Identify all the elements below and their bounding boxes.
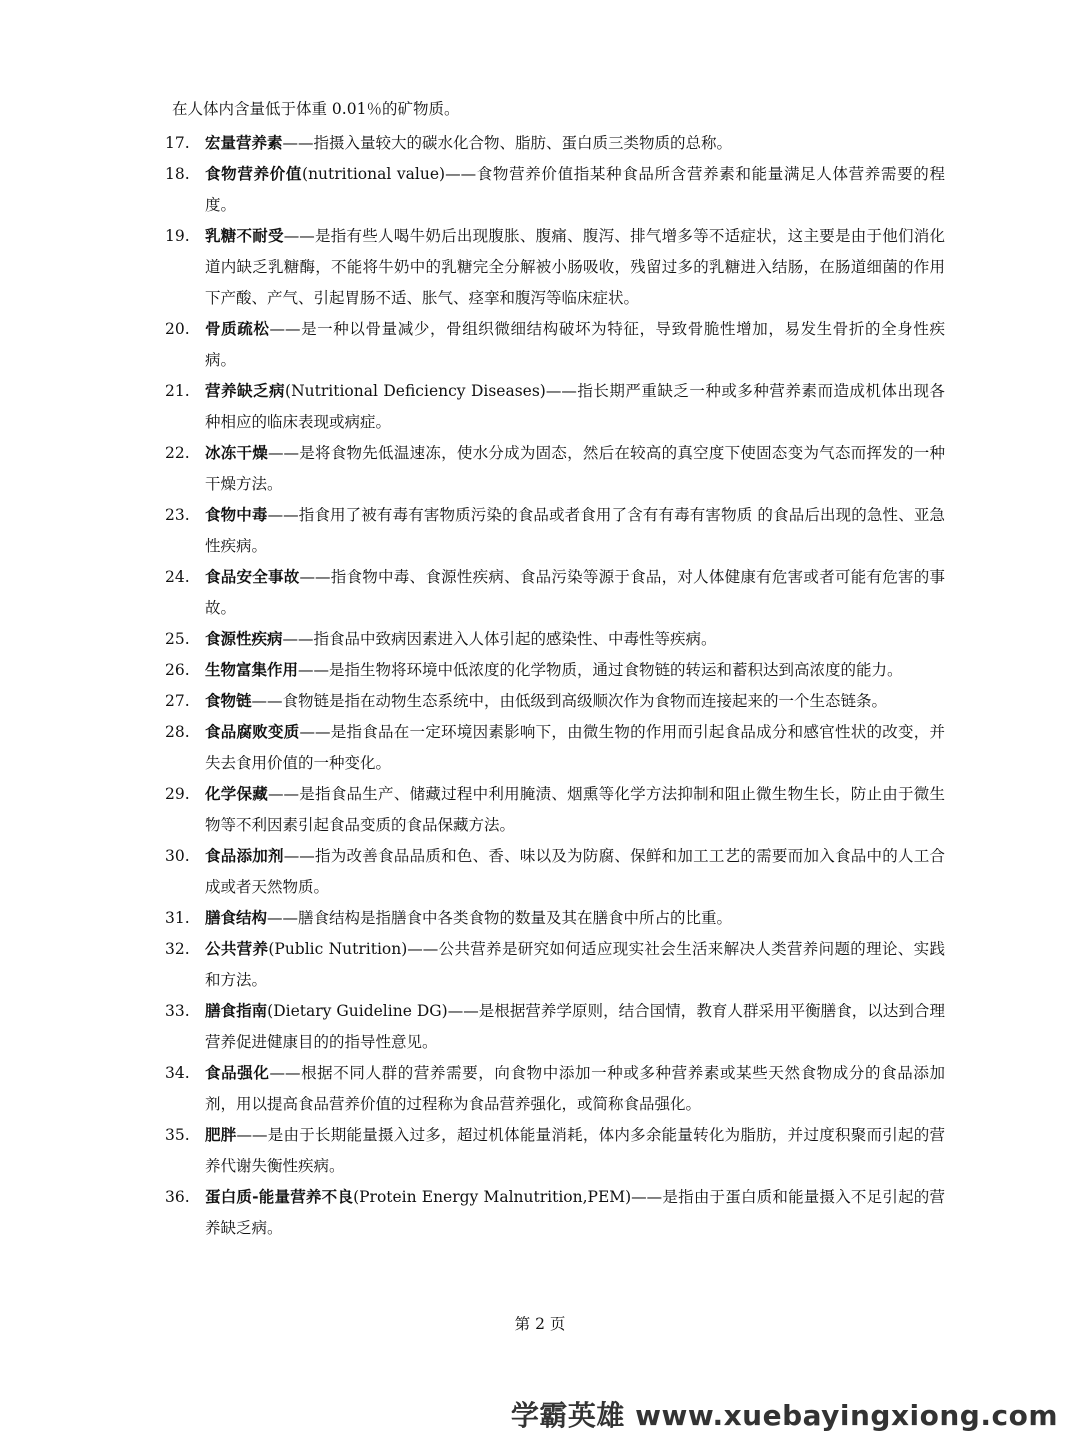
item-number: 36. (165, 1188, 190, 1206)
item-number: 34. (165, 1064, 190, 1082)
item-term: 食品腐败变质 (205, 723, 300, 741)
list-item (165, 1182, 945, 1244)
item-term: 食品安全事故 (205, 568, 300, 586)
item-definition: ——是指食品生产、储藏过程中利用腌渍、烟熏等化学方法抑制和阻止微生物生长，防止由于微生物等不利因素引起食品变质的食品保藏方法。 (205, 785, 945, 834)
item-definition: (Protein Energy Malnutrition,PEM)——是指由于蛋白质和能量摄入不足引起的营养缺乏病。 (205, 1188, 945, 1237)
list-item (165, 500, 945, 562)
item-definition: ——膳食结构是指膳食中各类食物的数量及其在膳食中所占的比重。 (267, 909, 733, 927)
item-definition: ——指摄入量较大的碳水化合物、脂肪、蛋白质三类物质的总称。 (282, 134, 733, 152)
item-term: 乳糖不耐受 (205, 227, 284, 245)
item-body (205, 438, 945, 500)
item-number: 25. (165, 630, 190, 648)
item-number: 30. (165, 847, 190, 865)
item-definition: ——是由于长期能量摄入过多，超过机体能量消耗，体内多余能量转化为脂肪，并过度积聚而引起的营养代谢失衡性疾病。 (205, 1126, 945, 1175)
item-body (205, 314, 945, 376)
item-term: 肥胖 (205, 1126, 237, 1144)
list-item (165, 624, 945, 655)
list-item (165, 934, 945, 996)
item-body (205, 996, 945, 1058)
item-definition: ——是指食品在一定环境因素影响下，由微生物的作用而引起食品成分和感官性状的改变，并失去食用价值的一种变化。 (205, 723, 945, 772)
item-number: 17. (165, 134, 190, 152)
item-term: 蛋白质-能量营养不良 (205, 1188, 354, 1206)
list-item (165, 779, 945, 841)
item-body (205, 1120, 945, 1182)
item-body (205, 655, 945, 686)
item-body (205, 717, 945, 779)
item-term: 食物营养价值 (205, 165, 303, 183)
list-item (165, 903, 945, 934)
item-body (205, 1182, 945, 1244)
glossary-list (165, 128, 945, 1244)
item-definition: ——食物链是指在动物生态系统中，由低级到高级顺次作为食物而连接起来的一个生态链条。 (251, 692, 888, 710)
item-body (205, 779, 945, 841)
item-term: 食品添加剂 (205, 847, 284, 865)
item-body (205, 221, 945, 314)
item-definition: ——是一种以骨量减少，骨组织微细结构破坏为特征，导致骨脆性增加，易发生骨折的全身性疾病。 (205, 320, 945, 369)
item-number: 24. (165, 568, 190, 586)
page-footer: 第 2 页 (514, 1315, 566, 1333)
list-item (165, 314, 945, 376)
list-item (165, 686, 945, 717)
item-definition: ——是指有些人喝牛奶后出现腹胀、腹痛、腹泻、排气增多等不适症状，这主要是由于他们消化道内缺乏乳糖酶，不能将牛奶中的乳糖完全分解被小肠吸收，残留过多的乳糖进入结肠，在肠道细菌的作用下产酸、产气、引起胃肠不适、胀气、痉挛和腹泻等临床症状。 (205, 227, 945, 307)
item-definition: (nutritional value)——食物营养价值指某种食品所含营养素和能量满足人体营养需要的程度。 (205, 165, 945, 214)
list-item (165, 1120, 945, 1182)
item-number: 33. (165, 1002, 190, 1020)
item-body (205, 159, 945, 221)
list-item (165, 655, 945, 686)
list-item (165, 562, 945, 624)
list-item (165, 996, 945, 1058)
item-number: 19. (165, 227, 190, 245)
item-definition: ——指食用了被有毒有害物质污染的食品或者食用了含有有毒有害物质 的食品后出现的急性、亚急性疾病。 (205, 506, 945, 555)
item-body (205, 128, 945, 159)
list-item (165, 1058, 945, 1120)
item-definition: (Nutritional Deficiency Diseases)——指长期严重缺乏一种或多种营养素而造成机体出现各种相应的临床表现或病症。 (205, 382, 945, 431)
item-number: 28. (165, 723, 190, 741)
watermark: 学霸英雄 www.xuebayingxiong.com (510, 1399, 1058, 1432)
item-number: 22. (165, 444, 190, 462)
item-body (205, 934, 945, 996)
intro-line: 在人体内含量低于体重 0.01％的矿物质。 (172, 100, 460, 118)
list-item (165, 438, 945, 500)
item-definition: ——指食物中毒、食源性疾病、食品污染等源于食品，对人体健康有危害或者可能有危害的事故。 (205, 568, 945, 617)
list-item (165, 841, 945, 903)
list-item (165, 376, 945, 438)
item-term: 食源性疾病 (205, 630, 283, 648)
list-item (165, 159, 945, 221)
item-term: 公共营养 (205, 940, 269, 958)
item-body (205, 903, 945, 934)
item-term: 骨质疏松 (205, 320, 270, 338)
item-term: 冰冻干燥 (205, 444, 269, 462)
item-term: 营养缺乏病 (205, 382, 286, 400)
item-term: 膳食指南 (205, 1002, 268, 1020)
item-number: 29. (165, 785, 190, 803)
item-definition: ——是指生物将环境中低浓度的化学物质，通过食物链的转运和蓄积达到高浓度的能力。 (298, 661, 903, 679)
item-number: 20. (165, 320, 190, 338)
item-body (205, 376, 945, 438)
list-item (165, 128, 945, 159)
item-body (205, 841, 945, 903)
item-number: 26. (165, 661, 190, 679)
item-number: 21. (165, 382, 190, 400)
item-definition: ——指为改善食品品质和色、香、味以及为防腐、保鲜和加工工艺的需要而加入食品中的人工合成或者天然物质。 (205, 847, 945, 896)
item-body (205, 624, 945, 655)
item-definition: ——根据不同人群的营养需要，向食物中添加一种或多种营养素或某些天然食物成分的食品添加剂，用以提高食品营养价值的过程称为食品营养强化，或简称食品强化。 (205, 1064, 945, 1113)
item-definition: ——指食品中致病因素进入人体引起的感染性、中毒性等疾病。 (282, 630, 717, 648)
item-term: 化学保藏 (205, 785, 269, 803)
item-term: 宏量营养素 (205, 134, 283, 152)
list-item (165, 221, 945, 314)
item-number: 18. (165, 165, 190, 183)
item-body (205, 562, 945, 624)
item-definition: (Dietary Guideline DG)——是根据营养学原则，结合国情，教育人群采用平衡膳食，以达到合理营养促进健康目的的指导性意见。 (205, 1002, 945, 1051)
item-number: 31. (165, 909, 190, 927)
item-term: 膳食结构 (205, 909, 268, 927)
item-number: 27. (165, 692, 190, 710)
item-body (205, 686, 945, 717)
item-definition: ——是将食物先低温速冻，使水分成为固态，然后在较高的真空度下使固态变为气态而挥发的一种干燥方法。 (205, 444, 945, 493)
item-definition: (Public Nutrition)——公共营养是研究如何适应现实社会生活来解决人类营养问题的理论、实践和方法。 (205, 940, 945, 989)
item-body (205, 1058, 945, 1120)
item-number: 32. (165, 940, 190, 958)
item-number: 35. (165, 1126, 190, 1144)
item-term: 生物富集作用 (205, 661, 299, 679)
item-term: 食品强化 (205, 1064, 270, 1082)
item-number: 23. (165, 506, 190, 524)
item-body (205, 500, 945, 562)
item-term: 食物中毒 (205, 506, 268, 524)
list-item (165, 717, 945, 779)
item-term: 食物链 (205, 692, 252, 710)
